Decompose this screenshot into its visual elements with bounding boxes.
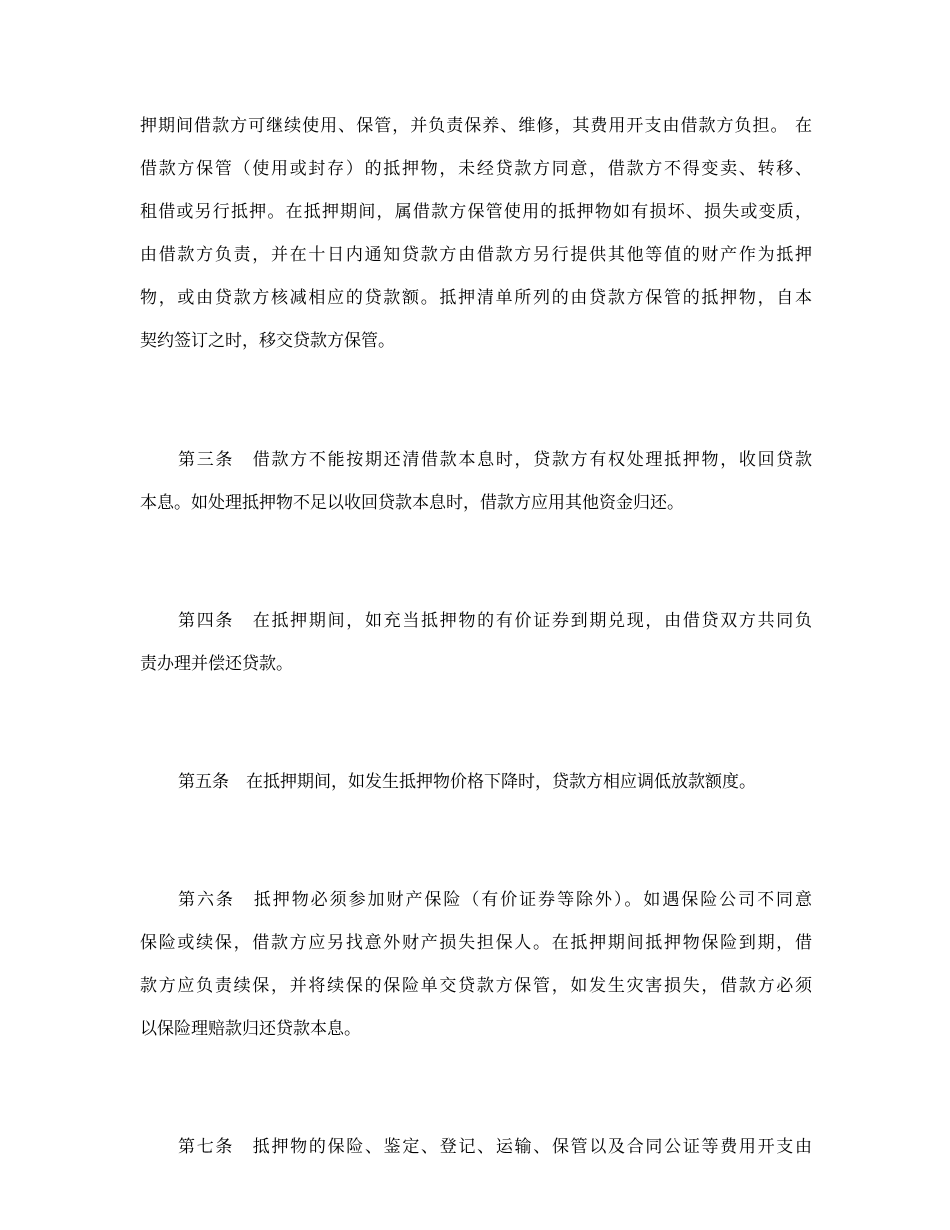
text-line: 租借或另行抵押。在抵押期间，属借款方保管使用的抵押物如有损坏、损失或变质， (140, 202, 812, 222)
text-line: 押期间借款方可继续使用、保管，并负责保养、维修，其费用开支由借款方负担。 在 (140, 116, 812, 136)
text-line: 以保险理赔款归还贷款本息。 (140, 1019, 361, 1039)
text-line: 物，或由贷款方核减相应的贷款额。抵押清单所列的由贷款方保管的抵押物，自本 (140, 288, 812, 308)
article-4-line: 第四条 在抵押期间，如充当抵押物的有价证券到期兑现，由借贷双方共同负 (178, 611, 812, 631)
text-line: 本息。如处理抵押物不足以收回贷款本息时，借款方应用其他资金归还。 (140, 493, 684, 513)
text-line: 由借款方负责，并在十日内通知贷款方由借款方另行提供其他等值的财产作为抵押 (140, 245, 812, 265)
article-7-line: 第七条 抵押物的保险、鉴定、登记、运输、保管以及合同公证等费用开支由 (178, 1137, 812, 1157)
text-line: 款方应负责续保，并将续保的保险单交贷款方保管，如发生灾害损失，借款方必须 (140, 976, 812, 996)
text-line: 保险或续保，借款方应另找意外财产损失担保人。在抵押期间抵押物保险到期，借 (140, 933, 812, 953)
article-5-line: 第五条 在抵押期间，如发生抵押物价格下降时，贷款方相应调低放款额度。 (178, 772, 756, 792)
text-line: 责办理并偿还贷款。 (140, 654, 293, 674)
text-line: 借款方保管（使用或封存）的抵押物，未经贷款方同意，借款方不得变卖、转移、 (140, 159, 812, 179)
text-line: 契约签订之时，移交贷款方保管。 (140, 331, 395, 351)
article-6-line: 第六条 抵押物必须参加财产保险（有价证券等除外）。如遇保险公司不同意 (178, 890, 812, 910)
article-3-line: 第三条 借款方不能按期还清借款本息时，贷款方有权处理抵押物，收回贷款 (178, 450, 812, 470)
